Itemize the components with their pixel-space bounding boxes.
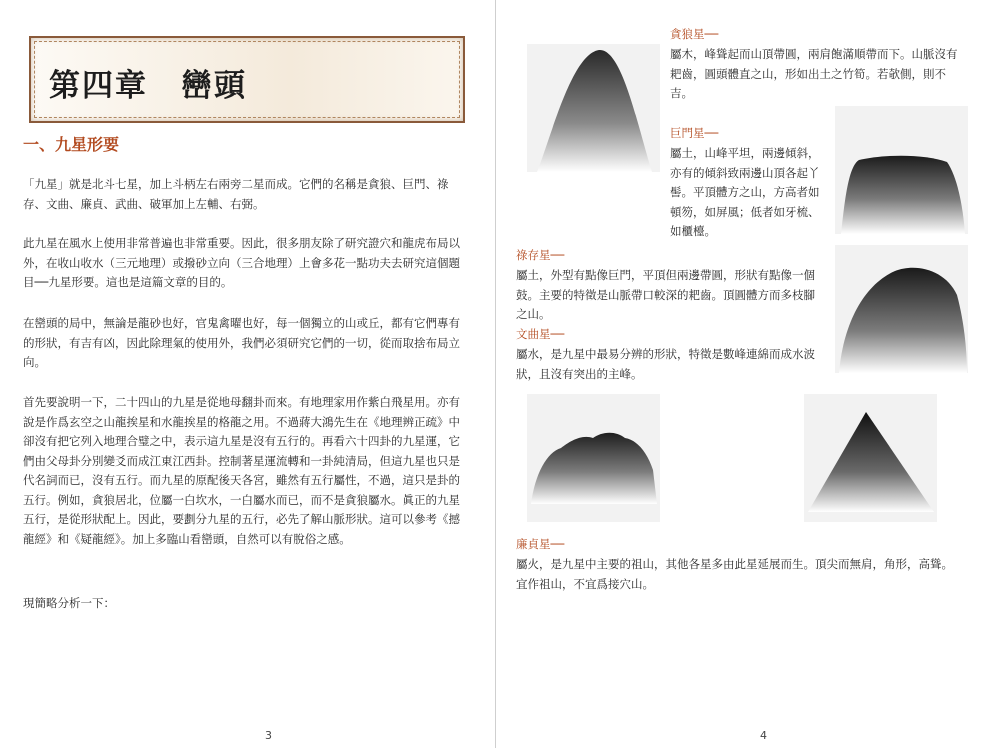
section-heading: 一、九星形要	[23, 135, 120, 154]
jumen-text: 屬土，山峰平坦，兩邊傾斜，亦有的傾斜致兩邊山頂各起丫髻。平頂體方之山，方高者如頓笏，如屏風；低者如牙梳、如櫃檯。	[670, 146, 820, 238]
paragraph-1: 「九星」就是北斗七星，加上斗柄左右兩旁二星而成。它們的名稱是貪狼、巨門、祿存、文曲、廉貞、武曲、破軍加上左輔、右弼。	[23, 177, 449, 211]
page-number: 3	[265, 729, 272, 742]
lucun-mountain-image	[835, 245, 968, 373]
paragraph-5: 現簡略分析一下：	[23, 596, 115, 610]
tanlang-mountain-image	[527, 44, 660, 172]
tanlang-heading: 貪狼星──	[670, 27, 719, 41]
lucun-heading: 祿存星──	[516, 248, 565, 262]
paragraph-2: 此九星在風水上使用非常普遍也非常重要。因此，很多朋友除了研究證穴和龍虎布局以外，在收山收水（三元地理）或撥砂立向（三合地理）上會多花一點功夫去研究這個題目──九星形要。這也是這篇文章的目的。	[23, 236, 460, 289]
jumen-heading: 巨門星──	[670, 126, 719, 140]
page-number: 4	[760, 729, 767, 742]
chapter-title: 第四章 巒頭	[49, 68, 247, 104]
lianzhen-text: 屬火，是九星中主要的祖山，其他各星多由此星延展而生。頂尖而無肩，角形，高聳。宜作祖山，不宜爲接穴山。	[516, 557, 953, 591]
jumen-mountain-image	[835, 106, 968, 234]
lianzhen-heading: 廉貞星──	[516, 537, 565, 551]
wenqu-heading: 文曲星──	[516, 327, 565, 341]
lucun-text: 屬土，外型有點像巨門，平頂但兩邊帶圓，形狀有點像一個鼓。主要的特徵是山脈帶口較深的耙齒。頂圓體方而多枝腳之山。	[516, 268, 815, 321]
chapter-title-frame	[29, 36, 465, 123]
jumen-text-part1	[670, 144, 830, 242]
paragraph-4: 首先要說明一下，二十四山的九星是從地母翻卦而來。有地理家用作紫白飛星用。亦有說是作爲玄空之山龍挨星和水龍挨星的格龍之用。不過蔣大鴻先生在《地理辨正疏》中卻沒有把它列入地理合璧之中，表示這九星是沒有五行的。再看六十四卦的九星運，它們由父母卦分別變爻而成江東江西卦。控制著星運流轉和一卦純清局，但這九星也只是代名詞而已，沒有五行。而九星的原配後天各宮，雖然有五行屬性，不過，這只是卦的五行。例如，貪狼居北，位屬一白坎水，一白屬水而已，而不是貪狼屬水。眞正的九星五行，是從形狀配上。因此，要劃分九星的五行，必先了解山脈形狀。這可以參考《撼龍經》和《疑龍經》。加上多臨山看巒頭，自然可以有脫俗之感。	[23, 395, 460, 546]
wenqu-mountain-image	[527, 394, 660, 522]
right-page	[497, 0, 991, 748]
tanlang-text: 屬木，峰聳起而山頂帶圓，兩肩飽滿順帶而下。山脈沒有耙齒，圓頭體直之山，形如出土之竹筍。若欹側，則不吉。	[670, 47, 958, 100]
paragraph-3: 在巒頭的局中，無論是龍砂也好，官鬼禽曜也好，每一個獨立的山或丘，都有它們專有的形狀，有吉有凶，因此除理氣的使用外，我們必須研究它們的一切，從而取捨布局立向。	[23, 316, 460, 369]
wenqu-text: 屬水，是九星中最易分辨的形狀，特徵是數峰連綿而成水波狀，且沒有突出的主峰。	[516, 347, 815, 381]
lianzhen-mountain-image	[804, 394, 937, 522]
